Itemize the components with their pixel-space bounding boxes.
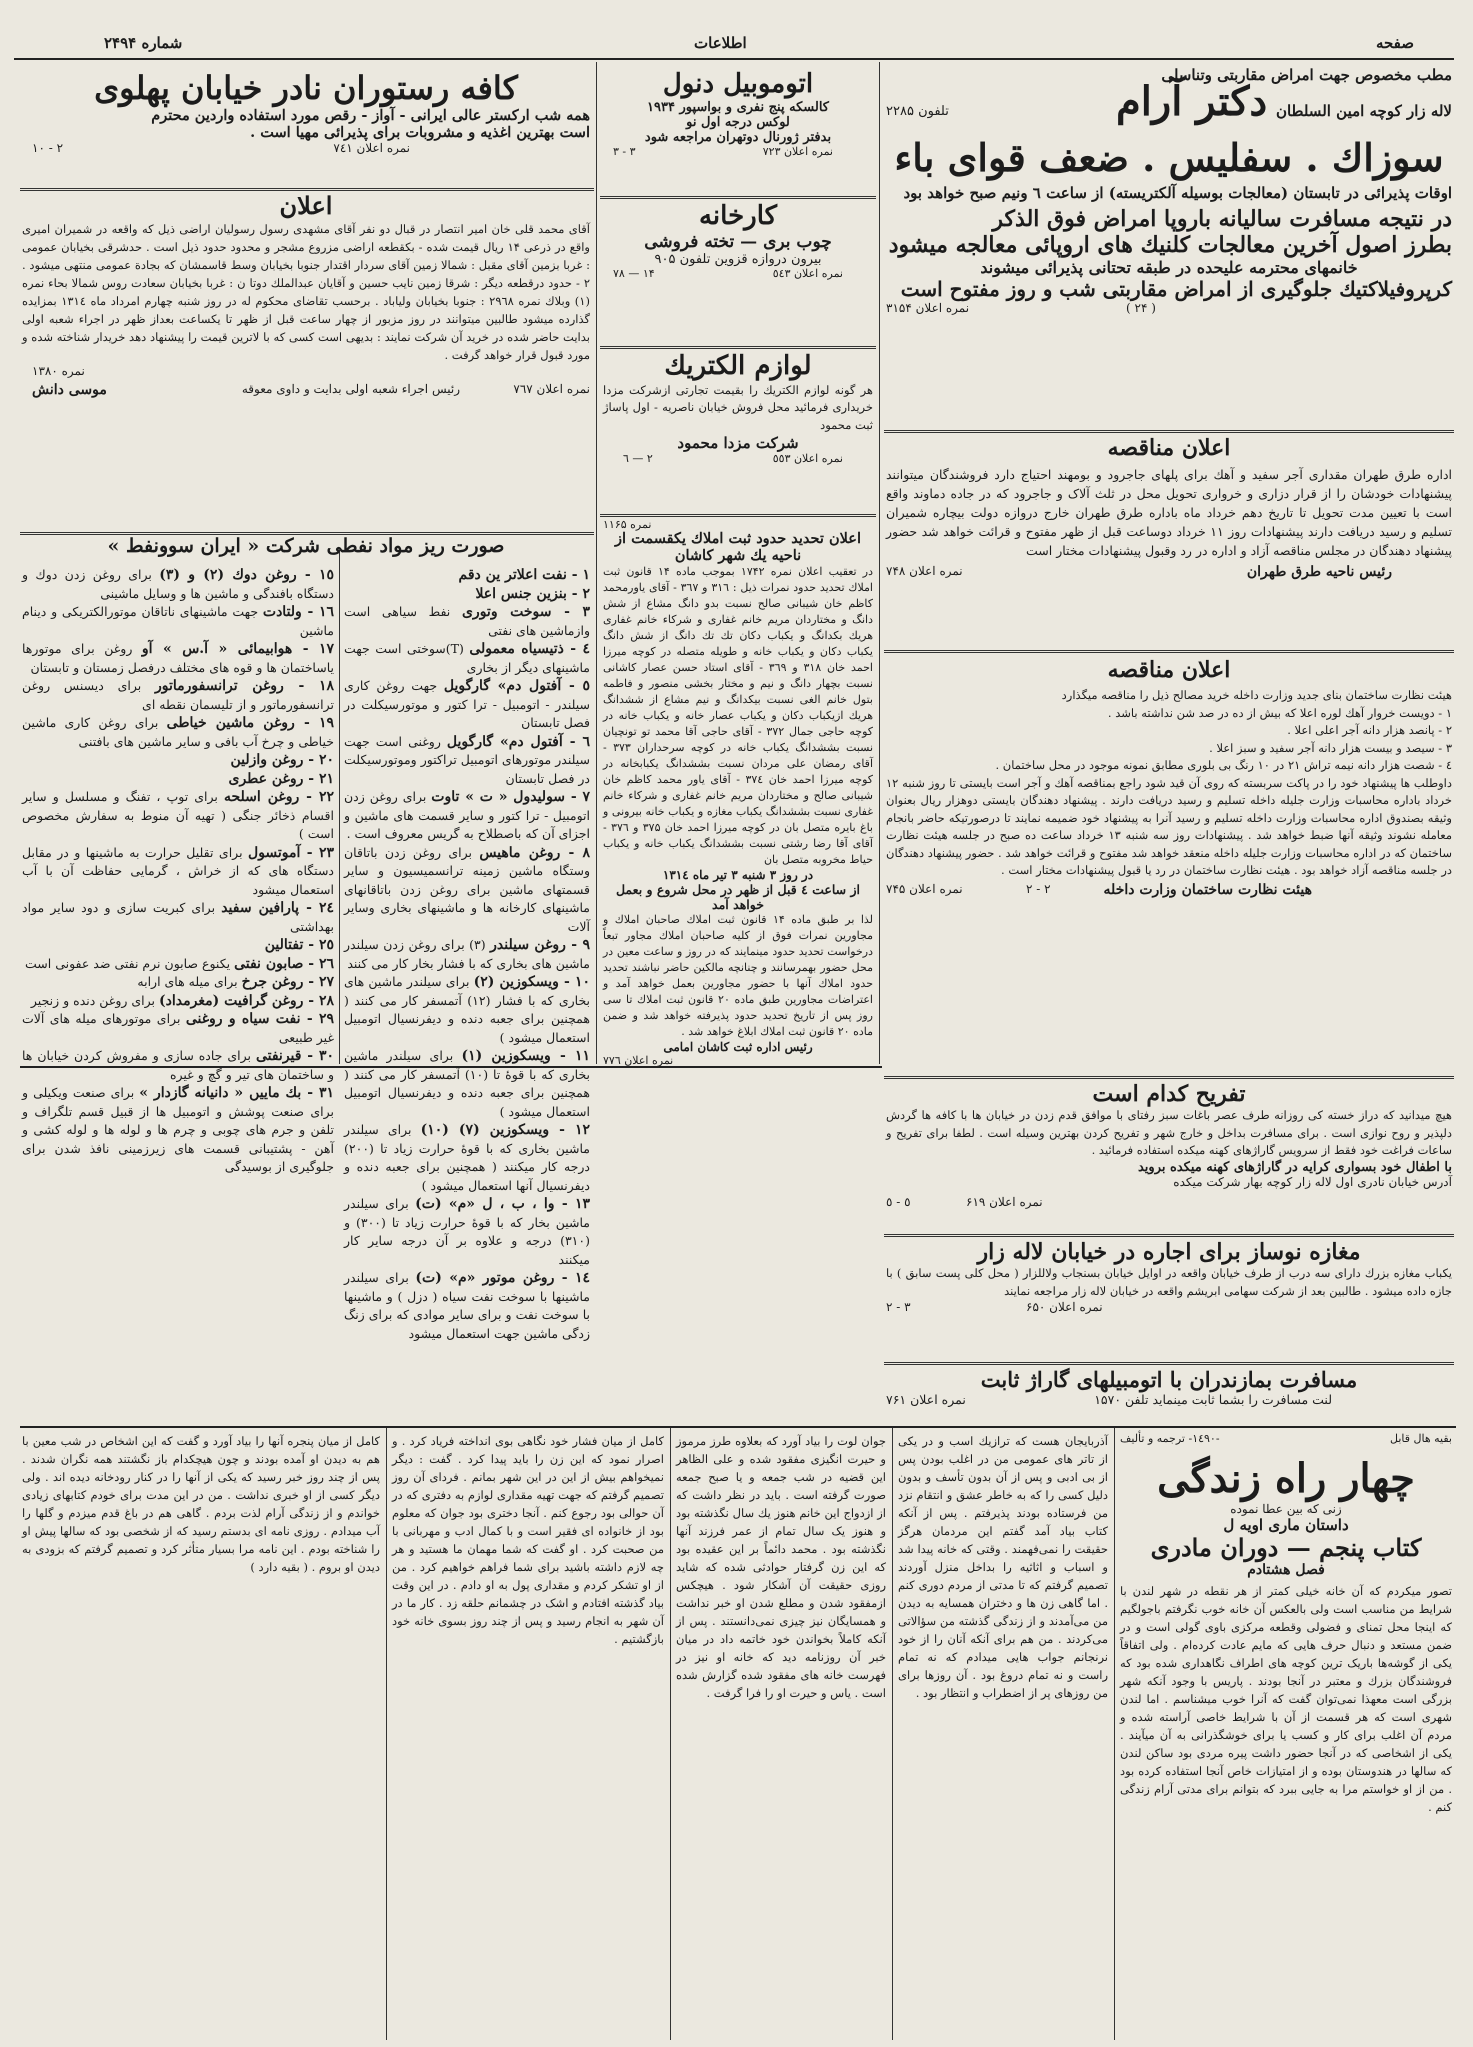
novel-col2 [898,1432,1108,2038]
oil-item-name: ۲۱ - روغن عطری [228,770,334,787]
issue-number: شماره ۲۴۹۴ [104,34,183,52]
column-rule [596,62,597,1064]
cafe-title: کافه رستوران نادر خیابان پهلوی [94,69,518,107]
column-rule [670,1428,671,2040]
shop-body: یکباب مغازه بزرك دارای سه درب از طرف خیابان واقعه در اوایل خیابان بسنجاب ولاللزار ( محل کلی پست سابق ) با جازه داده میشود . طالبین بعد از شرکت سهامی ابریشم واقعه در خیابان لاله زار مراجعه نمایند [886,1266,1452,1298]
workshop-tag: ۱۴ — ۷۸ [613,266,655,280]
shop-ad [886,1240,1452,1360]
novel-serial-num: -۱٤۹۰- ترجمه و تألیف [1120,1432,1220,1445]
oil-item-name: ۱۹ - روغن ماشین خیاطی [166,715,334,731]
oil-item [22,973,334,992]
oil-item-name: ۲ - بنزین جنس اعلا [475,585,590,602]
car-ad [603,70,873,198]
notice-ref: نمره اعلان ۷٦۷ [513,381,590,396]
cafe-line2: است بهترین اغذیه و مشروبات برای پذیرائی مهیا است . [250,123,590,141]
shop-ref: نمره اعلان ۶۵۰ [1026,1300,1103,1315]
oil-item-desc: روغنی است جهت سیلندر موتورهای اتومبیل تراکتور وموتورسیکلت در فصل تابستان [344,733,590,786]
oil-item [22,955,334,974]
car-tag: ۳ - ۳ [613,144,636,158]
oil-item [22,788,334,844]
doctor-phone: تلفون ۲۲۸۵ [886,104,949,119]
oil-item-name: ۱ - نفت اعلاتر ین دقم [458,567,590,583]
oil-item [22,603,334,640]
doctor-name: دکتر آرام [1116,78,1268,125]
oil-item [22,770,334,789]
section-rule [20,1066,882,1068]
doctor-tag: ( ۲۴ ) [1126,300,1156,315]
column-rule [339,550,340,1064]
leisure-title: تفریح کدام است [1092,1081,1246,1107]
elec-title: لوازم الکتریك [664,351,812,381]
workshop-ref: نمره اعلان ٥٤٣ [772,266,843,280]
novel-col3 [676,1432,886,2038]
oil-item [344,788,590,844]
novel-chapter: فصل هشتادم [1247,1561,1325,1578]
oil-item [22,751,334,770]
oil-item-desc: برای جاده سازی و مفروش کردن خیابان ها و ساختمان های تیر و گچ و غیره [22,1048,334,1082]
oil-item-name: ۲٦ - صابون نفتی [234,955,334,972]
section-rule [884,1234,1454,1237]
oil-item [22,640,334,677]
oil-item-desc: برای سیلندر ماشین بخاری که با قوۀ تا (۱۰) آتمسفر کار می کنند ( همچنین برای جعبه دنده و دیفرنسیال اتومبیل استعمال میشود ) [344,1048,590,1119]
workshop-ad [603,202,873,352]
oil-item-desc: برای سیلندر ماشین بخاری که با قوۀ حرارت زیاد تا (۲۰۰) درجه کار میکنند ( همچنین برای جعبه دنده و دیفرنسیال آنها استعمال میشود ) [344,1122,590,1193]
oil-item-desc: یکنوع صابون نرم نفتی ضد عفونی است [25,955,231,971]
oil-item-name: ۱۰ - ویسکوزین (۲) [473,974,590,990]
oil-item-name: ۱۲ - ویسکوزین (۷) (۱۰) [420,1122,590,1138]
doctor-line2: بطرز اصول آخرین معالجات کلنیك های اروپائی معالجه میشود [888,231,1452,258]
cafe-tag: ۲ - ۱۰ [32,140,64,155]
oil-item-name: ۲۸ - روغن گرافیت (مغرمداد) [159,992,334,1009]
leisure-bold: با اطفال خود بسواری کرایه در گاراژهای کهنه میکده بروید [1137,1159,1452,1175]
travel-ad [886,1368,1452,1424]
oil-item [22,1084,334,1177]
oil-list-header [22,536,590,562]
registry-date: در روز ۳ شنبه ۳ تیر ماه ۱۳۱٤ [662,868,814,883]
oil-item-desc: (۳) برای روغن زدن سیلندر ماشین های بخاری که با فشار بخار کار می کنند [344,937,590,971]
oil-item [344,1121,590,1195]
tender2-signer: هیئت نظارت ساختمان وزارت داخله [1103,881,1312,898]
oil-item-desc: برای روغن زدن باتاقان وستگاه ماشین زمینه ترانسمیسیون و سایر قسمتهای ماشین برای روغن زدن باتاقانهای ماشینهای کارخانه ها و ماشینهای بخاری وسایر آلات [344,844,590,934]
elec-tag: ۲ — ٦ [623,452,653,466]
oil-item-name: ۷ - سولیدول « ت » تاوت [431,789,590,805]
oil-item-name: ۱٥ - روغن دوك (۲) و (۳) [159,567,334,583]
oil-item [344,1047,590,1121]
oil-item-name: ۹ - روغن سیلندر [490,937,590,953]
tender2-intro: هیئت نظارت ساختمان بنای جدید وزارت داخله خرید مصالح ذیل را مناقصه میگذارد [1061,688,1452,703]
oil-list-title: صورت ریز مواد نفطی شرکت « ایران سوونفط » [107,535,505,557]
cafe-ad [22,70,590,190]
oil-item-name: ۲٥ - تفتالین [264,937,334,953]
oil-item-desc: برای صنعت ویکیلی و برای صنعت پوشش و اتومبیل ها از قبیل قسم تلگراف و تلفن و جرم های چوبی و چرم ها و لوله ها و لوله کشی و آهن - پشتیبانی قسمت های زیرزمینی نافذ شدن برای جلوگیری از بوسیدگی [22,1085,334,1174]
tender1-title: اعلان مناقصه [1107,435,1231,461]
novel-text-col1: تصور میکردم که آن خانه خیلی کمتر از هر نقطه در شهر لندن با شرایط من مناسب است ولی بالعکس آن خانه خوب نگرفتم باجولگیم که اینجا محل تمنای و فضولی وقطعه مرکزی باوی گولی است و در ضمن مستعد و دنبال حرف هایی که مایم عادت کرده‌ام . ولی اتفاقاً یکی از گوشه‌ها باریک ترین کوچه های اطراف نگاهداری شده بود که فروشندگان بزرك و معتبر در آنجا بودند . پاریس با وجود آنکه شهر بزرگی است معهذا نمی‌توان گفت که آنرا خوب میشناسم . اما لندن شهری است که هر قسمت از آن با شرایط خاصی آراسته شده و مردم آن اغلب برای کار و کسب یا برای خوشگذرانی به آن میآیند . یکی از اشخاصی که در آنجا حضور داشت پیره مردی بود ساکن لندن که سالها در هندوستان بوده و از امتیازات خاص آنجا استفاده کرده بود . من از او خواستم مرا به جایی ببرد که بتوانم برای مدتی آرام زندگی کنم . [1120,1583,1452,1814]
doctor-ad [886,66,1452,426]
shop-tag: ۳ - ۲ [886,1300,911,1315]
car-line1: کالسکه پنج نفری و بواسپور ۱۹۳۴ [647,99,829,115]
doctor-address: لاله زار کوچه امین السلطان [1275,102,1452,120]
registry-notice [603,518,874,1068]
leisure-tag: ٥ - ٥ [886,1194,911,1209]
tender2-ref: نمره اعلان ۷۴۵ [886,881,963,896]
novel-story: داستان ماری اویه ل [1223,1516,1349,1534]
car-ref: نمره اعلان ۷۲۳ [762,144,833,158]
workshop-line1: چوب بری — تخته فروشی [644,231,832,252]
oil-item [22,936,334,955]
workshop-line2: بیرون دروازه قزوین تلفون ۹۰۵ [654,251,822,267]
leisure-ad [886,1082,1452,1232]
oil-item-desc: برای سیلندر ماشینها با سوخت نفت سیاه ( دزل ) و ماشینها با سوخت نفت و برای سایر موادی که برای زنگ زدگی ماشین جهت استعمال میشود [344,1270,590,1341]
oil-item-name: ۸ - روغن ماهیس [479,844,590,861]
oil-item-desc: (T)سوختی است جهت ماشینهای دیگر از بخاری [344,641,590,675]
oil-item-desc: روغن برای موتورها یاساختمان ها و قوه های مختلف درفصل زمستان و تابستان [22,641,334,675]
oil-item-name: ۲٤ - پارافین سفید [221,900,334,916]
oil-item [22,677,334,714]
travel-ref: نمره اعلان ۷۶۱ [886,1392,966,1408]
tender-road [886,436,1452,656]
oil-item-desc: برای توپ ، تفنگ و مسلسل و سایر اقسام ذخائر جنگی ( تهیه آن منوط به سفارش مخصوص است ) [22,789,334,841]
notice-signer-name: موسی دانش [32,381,107,398]
oil-item-name: ٥ - آفتول دم» گارگویل [443,678,590,694]
section-rule [600,346,876,349]
tender2-item: ۱ - دویست خروار آهك لوره اعلا که بیش از ده در صد شن نداشته باشد . [1107,705,1452,720]
tender-ministry [886,658,1452,1080]
oil-item [344,844,590,937]
oil-item [22,566,334,603]
oil-item-name: ۳۰ - قیرنفتی [255,1048,335,1064]
registry-body2: لذا بر طبق ماده ۱۴ قانون ثبت املاك صاحبان املاك و مجاورین نمرات فوق از کلیه صاحبان املاك مجاور تبعاً درخواست تحدید حدود مینمایند که در روز و ساعت معین در محل حضور بهمرسانند و چنانچه مالکین حاضر نباشند تحدید حدود املاك آنها با حضور مجاورین بعمل خواهد آمد و اعتراضات مجاورین طبق ماده ۲۰ قانون ثبت املاك تا سی روز پس از تاریخ تحدید حدود پذیرفته خواهد شد و ضمن ماده ۲۰ قانون ثبت املاك ابلاغ خواهد شد . [603,913,873,1039]
oil-item-name: ٤ - ذتیسیاه معمولی [469,641,590,657]
oil-item-desc: جهت ماشینهای ناتاقان موتورالکتریکی و دینام ماشین [22,604,334,638]
oil-item-desc: جهت روغن کاری سیلندر - اتومبیل - ترا کتور و موتورسیکلت در فصل تابستان [344,678,590,730]
leisure-ref: نمره اعلان ۶۱۹ [966,1194,1043,1209]
oil-item-desc: برای موتورهای میله های آلات غیر طبیعی [22,1011,334,1045]
registry-title: اعلان تحدید حدود ثبت املاك یکقسمت از ناحیه یك شهر کاشان [615,530,861,564]
doctor-office: مطب مخصوص جهت امراض مقاربتی وتناسلی [1161,66,1452,84]
oil-item [344,677,590,733]
tender1-body: اداره طرق طهران مقداری آجر سفید و آهك برای پلهای جاجرود و بومهند احتیاج دارد فروشندگان میتوانند پیشنهادات خودشان را از قرار دزاری و خرواری تحویل محل در ثلث آلاک و جاجرود که در جاده دماوند واقع است با تعیین مدت تحویل تا تاریخ دهم خرداد ماه باداره طرق طهران خارج دروازه دولت بیچاره شمیران تسلیم و رسید دریافت دارند پیشنهادات روز ۱۱ خرداد دوساعت قبل از ظهر مفتوح و قرائت خواهد شد حضور پیشنهاد دهندگان در مجلس مناقصه آزاد و اداره در رد وقبول پیشنهادات مختار است [886,467,1452,559]
doctor-diseases: سوزاك . سفلیس . ضعف قوای باء [894,135,1444,180]
novel-text-col4: کامل از میان فشار خود نگاهی بوی انداخته فریاد کرد . و اصرار نمود که این زن را باید پیدا کرد . گفت : دیگر نمیخواهم بیش از این در این شهر بمانم . فردای آن روز تصمیم گرفتم که جهت تهیه مقداری لوازم به دفتری که در آن حوالی بود رجوع کنم . آنجا دختری بود جوان که معلوم بود از خانواده ای فقیر است و با کمال ادب و مهربانی با من صحبت کرد . او گفت که شما مهمان ما هستید و هر چه لازم داشته باشید برای شما فراهم خواهیم کرد . من از او تشکر کردم و مقداری پول به او دادم . در این وقت بیاد گذشته افتادم و اشک در چشمانم حلقه زد . کار ما در آن شهر به انجام رسید و پس از چند روز بسوی خانه خود بازگشتیم . [392,1434,664,1646]
shop-title: مغازه نوساز برای اجاره در خیابان لاله زار [977,1239,1361,1265]
oil-item [344,973,590,1047]
electric-ad [603,352,873,512]
travel-title: مسافرت بمازندران با اتومبیلهای گاراژ ثابت [980,1367,1358,1392]
doctor-hours: اوقات پذیرائی در تابستان (معالجات بوسیله آلکتریسته) از ساعت ٦ ونیم صبح خواهد بود [903,183,1452,202]
doctor-line4: کرپروفیلاکتیك جلوگیری از امراض مقاربتی شب و روز مفتوح است [900,276,1452,301]
oil-item-name: ۲۳ - آموتسول [248,844,334,861]
doctor-line1: در نتیجه مسافرت سالیانه باروپا امراض فوق الذکر [992,205,1452,232]
cafe-ref: نمره اعلان ۷٤۱ [333,140,410,155]
oil-item [22,714,334,751]
novel-text-col5: کامل از میان پنجره آنها را بیاد آورد و گفت که این اشخاص در شب معین با هم به دیدن او آمده بودند و چون هیچکدام باز نگشتند همه نگران شدند . پس از چند روز خبر رسید که یکی از آنها را در کنار رودخانه دیده اند . ولی دیگر کسی از او خبری نداشت . من در این مدت برای خودم کتابهای زیادی خواندم و از زندگی آرام لذت بردم . گاهی هم در باغ قدم میزدم و گلها را آب میدادم . روزی نامه ای بدستم رسید که از شخصی بود که سالها پیش او را شناخته بودم . این نامه مرا بسیار متأثر کرد و تصمیم گرفتم که بزودی به دیدن او بروم . ( بقیه دارد ) [22,1434,380,1574]
oil-item-name: ۱۱ - ویسکوزین (۱) [461,1048,590,1064]
travel-body: لنت مسافرت را بشما ثابت مینماید تلفن ۱۵۷۰ [1094,1392,1332,1408]
oil-item [22,899,334,936]
novel-text-col3: جوان لوت را بیاد آورد که بعلاوه طرز مرموز و حیرت انگیزی مفقود شده و علی الظاهر این قضیه در شب جمعه و یا صبح جمعه صورت گرفته است . باید در نظر داشت که از ازدواج این خانم هنوز یك سال نگذشته بود و هنوز یک سال تمام از عمر فرزند آنها نگذشته بود . محمد دائماً بر این عقیده بود که این زن گرفتار حوادثی شده که شاید روزی حقیقت آن آشکار شود . هیچکس ازمفقود شدن و مطلع شدن او خبر نداشت و همسایگان نیز چیزی نمی‌دانستند . پس از آنکه کاملاً بخواندن خود خاتمه داد در میان خبر آن روزنامه دید که خانه او نیز در فهرست خانه های مفقود شده گزارش شده است . یاس و حیرت او را فرا گرفت . [676,1434,886,1700]
oil-item-desc: نفط سیاهی است وازماشین های نفتی [344,604,590,638]
oil-item-name: ۱۸ - روغن ترانسفورماتور [155,678,335,694]
oil-item-name: ۱٦ - ولتادت [262,604,334,620]
tender2-tag: ۲ - ۲ [1026,881,1051,896]
registry-ref: نمره اعلان ۷۷٦ [603,1054,674,1068]
doctor-line3: خانمهای محترمه علیحده در طبقه تحتانی پذیرائی میشوند [980,257,1358,277]
page-label: صفحه [1375,34,1414,52]
novel-serial-label: بقیه هال قابل [1390,1432,1452,1445]
column-rule [386,1428,387,2040]
car-line3: بدفتر ژورنال دوتهران مراجعه شود [644,129,832,145]
oil-item [22,1010,334,1047]
doctor-ref: نمره اعلان ۳۱۵۴ [886,300,970,315]
leisure-address: آدرس خیابان نادری اول لاله زار کوچه بهار شرکت میکده [1173,1174,1452,1189]
notice-body: آقای محمد قلی خان امیر انتصار در قبال دو نفر آقای مشهدی رسول رسولیان اراضی ذیل که واقعه در شمیران امیری واقع در ذرعی ۱۴ ریال قیمت شده - بکقطعه اراضی مزروع مشجر و محدود حدود ذیل است . حدشرقی بخیابان عمومی : غربا بزمین آقای مقبل : شمالا زمین آقای سردار اقتدار جنوبا بخیابان وسط قاسمشان که بجادة عمومی منتهی میشود . ۲ - حدود درقطعه دیگر : شرقا زمین نایب حسین و آقایان عبدالملك دوتا ن : غربا بخیابان سعادت روس شمالا بحاء نمره (۱) وبلاك نمره ۲۹٦۸ : جنوبا بخیابان ولیاباد . برحسب تقاضای محکوم له در روز شنبه چهارم امرداد ماه ۱۳۱٤ بمزایده گذارده میشود طالبین میتوانند در روز مزبور از چهار ساعت قبل از ظهر تا یکساعت بعداز ظهر در اجراء شعبه اولی بدایت حاضر شده در خرید آن شرکت نمایند : بدیهی است کسی که با لاترین قیمت را پیشنهاد دهد خریدار شناخته شده و مورد قبول قرار خواهد گرفت . [22,221,590,362]
oil-item [344,603,590,640]
oil-item-name: ۲۹ - نفت سیاه و روغنی [185,1011,334,1027]
registry-signer: رئیس اداره ثبت کاشان امامی [663,1040,813,1055]
oil-item-name: ۳ - سوخت وتوری [461,604,590,620]
oil-item-desc: برای روغن زدن دوك و دستگاه بافندگی و ماشین ها و وسایل ماشینی [22,567,334,601]
column-rule [892,1428,893,2040]
car-title: اتوموبیل دنول [662,69,814,99]
oil-item-desc: برای دیسنس روغن ترانسفورماتور و از تلیسمان نقطه ای [22,678,334,712]
notice-ref-tag: نمره ۱۳۸۰ [32,363,85,378]
section-rule [884,650,1454,653]
novel-title: چهار راه زندگی [1157,1455,1415,1502]
column-rule [879,62,880,1064]
leisure-body: هیچ میدانید که دراز خسته کی روزانه طرف عصر باغات سبز رفتای با موافق قدم زدن در خیابان ها با کافه ها گردش دلپذیر و روح نوازی است . برای مسافرت بداخل و خارج شهر و تفریح کردن بهترین وسیله است . لطفا برای تفریح و ساعات فراغت خود فقط از سرویس گاراژهای کهنه میکده استفاده فرمائید . [886,1108,1452,1158]
tender2-item: ٤ - شصت هزار دانه نیمه تراش ۲۱ در ۱۰ رنگ بی بلوری مطابق نمونه موجود در محل ساختمان . [995,758,1452,773]
elec-body: هر گونه لوازم الکتریك را بقیمت تجارتی ازشرکت مزدا خریداری فرمائید محل فروش خیابان ناصریه - اول پاساژ ثبت محمود [603,382,873,432]
tender2-item: ۳ - سیصد و بیست هزار دانه آجر سفید و سبز اعلا . [1209,740,1452,755]
tender2-body: داوطلب ها پیشنهاد خود را در پاکت سربسته که روی آن قید شود راجع بمناقصه آهك و آجر است بایستی تا روز شنبه ۱۲ خرداد باداره محاسبات وزارت جلیله داخله تسلیم و رسید دریافت دارند . پیشنهاد دهندگان بایستی دوهزار ریال بعنوان وثیقه بصندوق اداره محاسبات وزارت داخله تسلیم و رسید آنرا به پیشنهاد خود ضمیمه نمایند تا درصورتیکه حاضر بانجام معامله نشوند وثیقه آنها ضبط خواهد شد . پیشنهادات روز سه شنبه ۱۳ خرداد ساعت ده صبح در جلسه هیئت نظارت ساختمان که در اداره محاسبات وزارت جلیله داخله منعقد خواهد شد مفتوح و قرائت خواهد شد . حضور پیشنهاد دهندگان در جلسه مناقصه آزاد خواهد بود . هیئت نظارت ساختمان در رد یا قبول پیشنهادات مختار است . [886,775,1452,878]
oil-item [344,585,590,604]
oil-item-name: ۳۱ - بك ماییں « دانیانه گازدار » [139,1085,334,1101]
novel-author: زنی که بین عطا نموده [1230,1502,1342,1516]
oil-item [344,1269,590,1343]
section-rule [884,1076,1454,1079]
notice-title: اعلان [279,191,333,220]
novel-header-col [1120,1432,1452,2038]
oil-item [344,1195,590,1269]
oil-item [344,566,590,585]
oil-item-desc: برای سیلندر ماشین بخار که با قوۀ حرارت زیاد تا (۳۰۰) و (۳۱۰) درجه و علاوه بر آن درجه سایر کار میکنند [344,1196,591,1267]
elec-company: شرکت مزدا محمود [677,434,799,453]
registry-body: در تعقیب اعلان نمره ۱۷۴۲ بموجب ماده ۱۴ قانون ثبت املاك تحدید حدود نمرات ذیل : ۳۱٦ و ۳٦۷ - آقای یاورمحمد کاظم خان شیبانی صالح نسبت بدو دانگ مشاع از شش دانگ و مختاردان مریم خانم غفاری و شرکاء خانم غفاری هریك بکدانگ و یکباب دکان تك تك دانگ از شش دانگ یکباب دکان و یکباب خانه و طویله متصله در کوچه میرزا احمد خان ۳۱۸ و ۳٦۹ - آقای استاد حسن عصار کاشانی نسبت بچهار دانگ و نیم و مختار بخشی منصور و فاطمه بتول خانم الغی نسبت بیکدانگ و نیم مشاع از ششدانگ هریك ازیکباب دکان و یکباب عصار خانه و یکباب خانه در کوچه حاجی جمال ۳۷۲ - آقای حاجی آقا محمد تو تونچیان نسبت بششدانگ یکباب خانه در کوچه سرحداران ۳۷۳ - آقای رمضان علی مردان نسبت بششدانگ یکبابخانه در کوچه میرزا احمد خان ۳۷٤ - آقای یاور محمد کاظم خان شیبانی صالح و مختاردان مریم خانم غفاری و شرکاء خانم غفاری نسبت بششدانگ یکباب مغازه و یکباب خانه بیرونی و باغ بایره متصل بان در کوچه میرزا احمد خان ۳۷۵ و ۳۷٦ - آقای آقا رضا رشتی نسبت بششدانگ یکباب خانه و یکباب حیاط مخروبه متصل بان [603,565,874,867]
tender1-signer: رئیس ناحیه طرق طهران [1246,564,1392,581]
oil-item-desc: برای کبریت سازی و دود سایر مواد بهداشتی [22,900,334,934]
oil-item [22,992,334,1011]
public-notice [22,192,590,537]
oil-item-desc: برای روغن کاری ماشین خیاطی و چرخ آب بافی و سایر ماشین های بافتنی [22,715,334,749]
oil-item-desc: برای میله های ارابه [137,974,238,989]
running-header [14,28,1454,60]
registry-ref-top: نمره ۱۱۶۵ [603,518,652,531]
novel-text-col2: آذربایجان هست که ترازیك اسب و در یکی از تاتر های عمومی من در اغلب بودن پس از بی ادبی و پس از آن بدون تأسف و بدون دلیل کسی را که به خاطر عشق و انتقام نزد من فرستاده بودند پذیرفتم . پس از آنکه کتاب بیاد آمد گفتم این مردمان هرگز حقیقت را نمی‌فهمند . وقتی که خانه پیدا شد و اسباب و اثاثیه را بداخل منزل آوردند تصمیم گرفتم که تا مدتی از مردم دوری کنم . اما گاهی زن ها و دختران همسایه به دیدن من می‌آمدند و از زندگی گذشته من سؤالاتی می‌کردند . من هم برای آنکه آنان را از خود نرنجانم جواب هایی میدادم که نه تمام راست و نه تمام دروغ بود . آن روزها برای من روزهای پر از اضطراب و انتظار بود . [898,1434,1108,1700]
car-line2: لوکس درجه اول نو [686,114,790,130]
tender2-item: ۲ - پانصد هزار دانه آجر اعلی اعلا . [1287,723,1452,738]
section-rule [20,1426,1456,1428]
oil-list-left [22,566,335,1174]
section-rule [884,1362,1454,1365]
tender1-ref: نمره اعلان ۷۴۸ [886,564,963,579]
oil-item-name: ۱۳ - وا ، ب ، ل «م» (ت) [415,1196,590,1212]
oil-item [22,844,334,900]
section-rule [884,430,1454,433]
column-rule [1114,1428,1115,2040]
oil-item-name: ۱۷ - هوابیمائی « آ.س » آو [141,641,334,657]
oil-item-name: ٦ - آفتول دم» گارگویل [446,733,590,750]
tender2-title: اعلان مناقصه [1107,657,1231,683]
section-rule [600,196,876,199]
oil-item [344,733,590,789]
newspaper-page [14,10,1460,2040]
oil-item-desc: برای تقلیل حرارت به ماشینها و در مقابل دستگاه های که از خراش ، گرمایی حفاظت آن با آب استعمال میشود [22,844,334,897]
paper-name: اطلاعات [694,34,747,52]
oil-item-name: ۱٤ - روغن موتور «م» (ت) [415,1270,590,1286]
novel-col5 [22,1432,380,2038]
oil-item-desc: برای روغن دنده و زنجیر [30,992,156,1008]
oil-item-desc: برای سیلندر ماشین های بخاری که با فشار (۱۲) آتمسفر کار می کنند ( همچنین برای جعبه دنده و دیفرنسیال اتومبیل استعمال میشود ) [344,974,591,1045]
section-rule [600,514,876,517]
elec-ref: نمره اعلان ٥٥٣ [772,452,843,466]
oil-item-name: ۲۲ - روغن اسلحه [223,789,334,805]
workshop-title: کارخانه [698,201,778,231]
oil-item-name: ۲۷ - روغن جرخ [241,974,334,990]
oil-item [344,640,590,677]
novel-col4 [392,1432,664,2038]
notice-signer-office: رئیس اجراء شعبه اولی بدایت و داوی معوقه [241,381,460,396]
oil-item-desc: برای روغن زدن اتومبیل - ترا کتور و سایر قسمت های ماشین و اجزای آن که باصطلاح به گریس معروف است . [344,789,590,841]
oil-list-right [344,566,591,1341]
cafe-line1: همه شب ارکستر عالی ایرانی - آواز - رقص مورد استفاده واردین محترم [151,106,590,124]
novel-book: کتاب پنجم — دوران مادری [1150,1533,1422,1562]
oil-item [344,936,590,973]
oil-item-name: ۲۰ - روغن وازلین [230,752,334,768]
registry-start: از ساعت ٤ قبل از ظهر در محل شروع و بعمل خواهد آمد [615,882,861,913]
